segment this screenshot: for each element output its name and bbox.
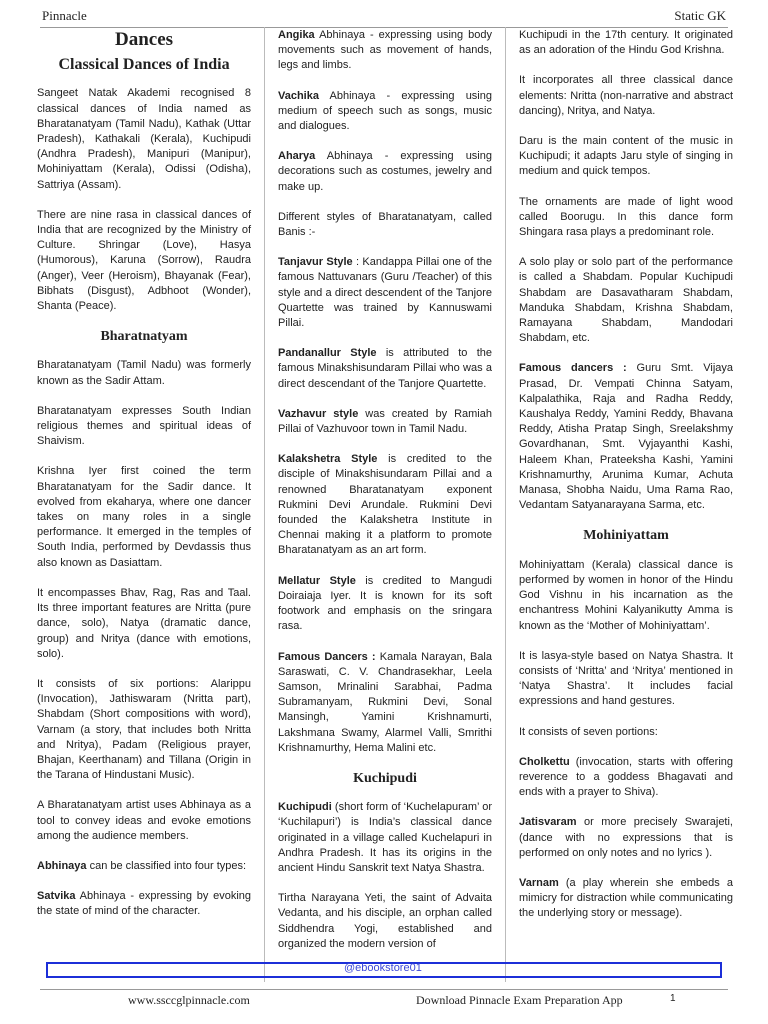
term: Aharya (278, 150, 316, 163)
paragraph: Bharatanatyam expresses South Indian religious themes and spiritual ideas of Shaivism. (37, 404, 251, 448)
definition: (short form of ‘Kuchelapuram’ or ‘Kuchilapuri’) is India’s classical dance originated in a village called Kuchelapuri in Andhra Pradesh. It has its origins in the ancient Hindu Sanskrit text Natya Shastra. (278, 801, 492, 874)
paragraph (519, 361, 733, 513)
definition: can be classified into four types: (86, 859, 247, 872)
definition: (invocation, starts with offering reverence to a goddess Bhagavati and ends with a prayer to Shiva). (519, 755, 733, 799)
paragraph (519, 815, 733, 861)
paragraph: A solo play or solo part of the performance is called a Shabdam. Popular Kuchipudi Shabdam are Dasavatharam Shabdam, Manduka Shabdam, Krishna Shabdam, Ramayana Shabdam, Mandodari Shabdam, etc. (519, 256, 733, 345)
paragraph (278, 452, 492, 558)
definition: Abhinaya - expressing using body movements such as movement of hands, legs and limbs. (278, 29, 492, 72)
paragraph (519, 755, 733, 801)
column-3 (519, 28, 733, 937)
definition: Abhinaya - expressing using decorations such as costumes, jewelry and make up. (278, 150, 492, 193)
column-divider-2 (505, 27, 506, 982)
definition: Kamala Narayan, Bala Saraswati, C. V. Chandrasekhar, Leela Samson, Mrinalini Sarabhai, Padma Subramanyam, Rukmini Devi, Sonal Mansingh, Yamini Krishnamurti, Lakshmana Swamy, Alarmel Valli, Smrithi Krishnamurthy, Hema Malini etc. (278, 650, 492, 754)
term: Kalakshetra Style (278, 453, 378, 466)
definition: is credited to Mangudi Doiraiaja Iyer. It is known for its soft footwork and emphasis on the sringara rasa. (278, 574, 492, 633)
term: Satvika (37, 890, 76, 903)
column-divider-1 (264, 27, 265, 982)
term: Mellatur Style (278, 574, 356, 587)
header-brand: Pinnacle (42, 8, 87, 23)
term: Famous dancers : (519, 362, 627, 375)
footer-rule (40, 989, 728, 990)
paragraph: Tirtha Narayana Yeti, the saint of Advaita Vedanta, and his disciple, an orphan called Siddhendra Yogi, established and organized the modern version of (278, 892, 492, 950)
term: Kuchipudi (278, 801, 332, 814)
paragraph: A Bharatanatyam artist uses Abhinaya as a tool to convey ideas and evoke emotions among the audience members. (37, 799, 251, 842)
paragraph: Krishna Iyer first coined the term Bharatanatyam for the Sadir dance. It evolved from ekaharya, where one dancer takes on many roles in a single performance. It emerged in the temples of South India, performed by Devdassis thus also known as Dasiattam. (37, 465, 251, 569)
definition: Abhinaya - expressing using medium of speech such as songs, music and dialogues. (278, 89, 492, 133)
paragraph (278, 89, 492, 135)
page-footer (0, 988, 768, 1024)
watermark-label: @ebookstore01 (344, 962, 422, 974)
term: Tanjavur Style (278, 256, 353, 269)
paragraph (278, 407, 492, 437)
section-title: Classical Dances of India (58, 56, 230, 74)
term: Abhinaya (37, 859, 87, 872)
definition: Abhinaya - expressing by evoking the state of mind of the character. (37, 890, 251, 918)
paragraph: Kuchipudi in the 17th century. It originated as an adoration of the Hindu God Krishna. (519, 29, 733, 57)
paragraph: Daru is the main content of the music in Kuchipudi; it adapts Jaru style of singing in medium and quick tempos. (519, 135, 733, 178)
paragraph: It incorporates all three classical dance elements: Nritta (non-narrative and abstract dancing), Nritya, and Natya. (519, 74, 733, 117)
paragraph (37, 889, 251, 919)
subsection-heading: Kuchipudi (353, 770, 417, 786)
paragraph: Sangeet Natak Akademi recognised 8 classical dances of India named as Bharatanatyam (Tamil Nadu), Kathak (Uttar Pradesh), Kathakali (Kerala), Kuchipudi (Andhra Pradesh), Manipuri (Manipur), Mohiniyattam (Kerala), Odissi (Odisha), Sattriya (Assam). (37, 87, 251, 191)
subsection-heading: Bharatnatyam (100, 329, 188, 345)
paragraph: It encompasses Bhav, Rag, Ras and Taal. Its three important features are Nritta (pure dance, solo), Natya (dramatic dance, group) and Nritya (dance with emotions, solo). (37, 586, 251, 660)
term: Famous Dancers : (278, 650, 376, 663)
paragraph (278, 650, 492, 756)
definition: (a play wherein she embeds a mimicry for distraction while communicating the underlying story or message). (519, 876, 733, 920)
paragraph (278, 28, 492, 74)
term: Cholkettu (519, 755, 570, 768)
header-section: Static GK (674, 8, 726, 23)
paragraph: Mohiniyattam (Kerala) classical dance is performed by women in honor of the Hindu God Vishnu in his incarnation as the enchantress Mohini Kalyanikutty Amma is known as the ‘Mother of Mohiniyattam’. (519, 558, 733, 632)
paragraph: There are nine rasa in classical dances of India that are recognized by the Ministry of Culture. Shringar (Love), Hasya (Humorous), Karuna (Sorrow), Raudra (Anger), Veer (Heroism), Bhayanak (Fear), Bibhats (Disgust), Adbhoot (Wonder), Shanta (Peace). (37, 208, 251, 313)
paragraph: It consists of seven portions: (519, 725, 658, 738)
definition: or more precisely Swarajeti, (dance with no expressions that is performed on only notes and no lyrics ). (519, 816, 733, 859)
definition: was created by Ramiah Pillai of Vazhuvoor town in Tamil Nadu. (278, 407, 492, 436)
paragraph (37, 859, 251, 874)
term: Jatisvaram (519, 816, 577, 829)
page-number: 1 (670, 993, 676, 1004)
term: Pandanallur Style (278, 347, 377, 360)
column-2 (278, 28, 492, 967)
footer-website-link[interactable]: www.ssccglpinnacle.com (128, 993, 250, 1007)
paragraph: The ornaments are made of light wood called Boorugu. In this dance form Shingara rasa plays a predominant role. (519, 195, 733, 239)
paragraph (278, 800, 492, 876)
paragraph (278, 255, 492, 331)
definition: Guru Smt. Vijaya Prasad, Dr. Vempati Chinna Satyam, Kalpalathika, Raja and Radha Reddy, Kaushalya Reddy, Yamini Reddy, Bhavana Reddy, Atisha Pratap Singh, Sreelakshmy Govardhanan, Smt. Vyjayanthi Kashi, Haleem Khan, Prateeksha Kashi, Yamini Krishnamurthy, Arunima Kumar, Achuta Manasa, Shobha Naidu, Uma Rama Rao, Vedantam Satyanarayana Sarma, etc. (519, 362, 733, 512)
subsection-heading: Mohiniyattam (583, 528, 669, 544)
term: Angika (278, 29, 315, 41)
paragraph: Bharatanatyam (Tamil Nadu) was formerly known as the Sadir Attam. (37, 359, 251, 387)
term: Vachika (278, 89, 319, 102)
watermark-box (46, 962, 722, 978)
definition: is credited to the disciple of Minakshisundaram Pillai and a renowned Bharatanatyam exponent Rukmini Devi Arundale. Rukmini Devi founded the Kalakshetra Institute in Chennai making it a platform to promote Bharatanatyam as an art form. (278, 453, 492, 557)
page-title: Dances (114, 29, 174, 50)
term: Vazhavur style (278, 407, 359, 420)
paragraph: Different styles of Bharatanatyam, called Banis :- (278, 210, 492, 239)
paragraph (278, 149, 492, 195)
page-header (0, 0, 768, 30)
column-1 (37, 28, 251, 935)
paragraph: It consists of six portions: Alarippu (Invocation), Jathiswaram (Nritta part), Shabdam (Short compositions with word), Varnam (a story, that includes both Nritta and Nritya), Padam (Religious prayer, Bhajan, Keerthanam) and Tillana (Origin in the Tarana of Hindustani Music). (37, 677, 251, 782)
definition: : Kandappa Pillai one of the famous Nattuvanars (Guru /Teacher) of this style and a direct descendent of the Tanjore Quartette was trained by Kannuswami Pillai. (278, 256, 492, 330)
definition: is attributed to the famous Minakshisundaram Pillai who was a direct descendant of the Tanjore Quartette. (278, 347, 492, 390)
paragraph: It is lasya-style based on Natya Shastra. It consists of ‘Nritta’ and ‘Nritya’ mentioned in ‘Natya Shastra’. It includes facial expressions and hand gestures. (519, 649, 733, 708)
term: Varnam (519, 876, 559, 889)
footer-app-text: Download Pinnacle Exam Preparation App (416, 993, 623, 1007)
paragraph (278, 346, 492, 392)
paragraph (278, 574, 492, 635)
paragraph (519, 876, 733, 922)
